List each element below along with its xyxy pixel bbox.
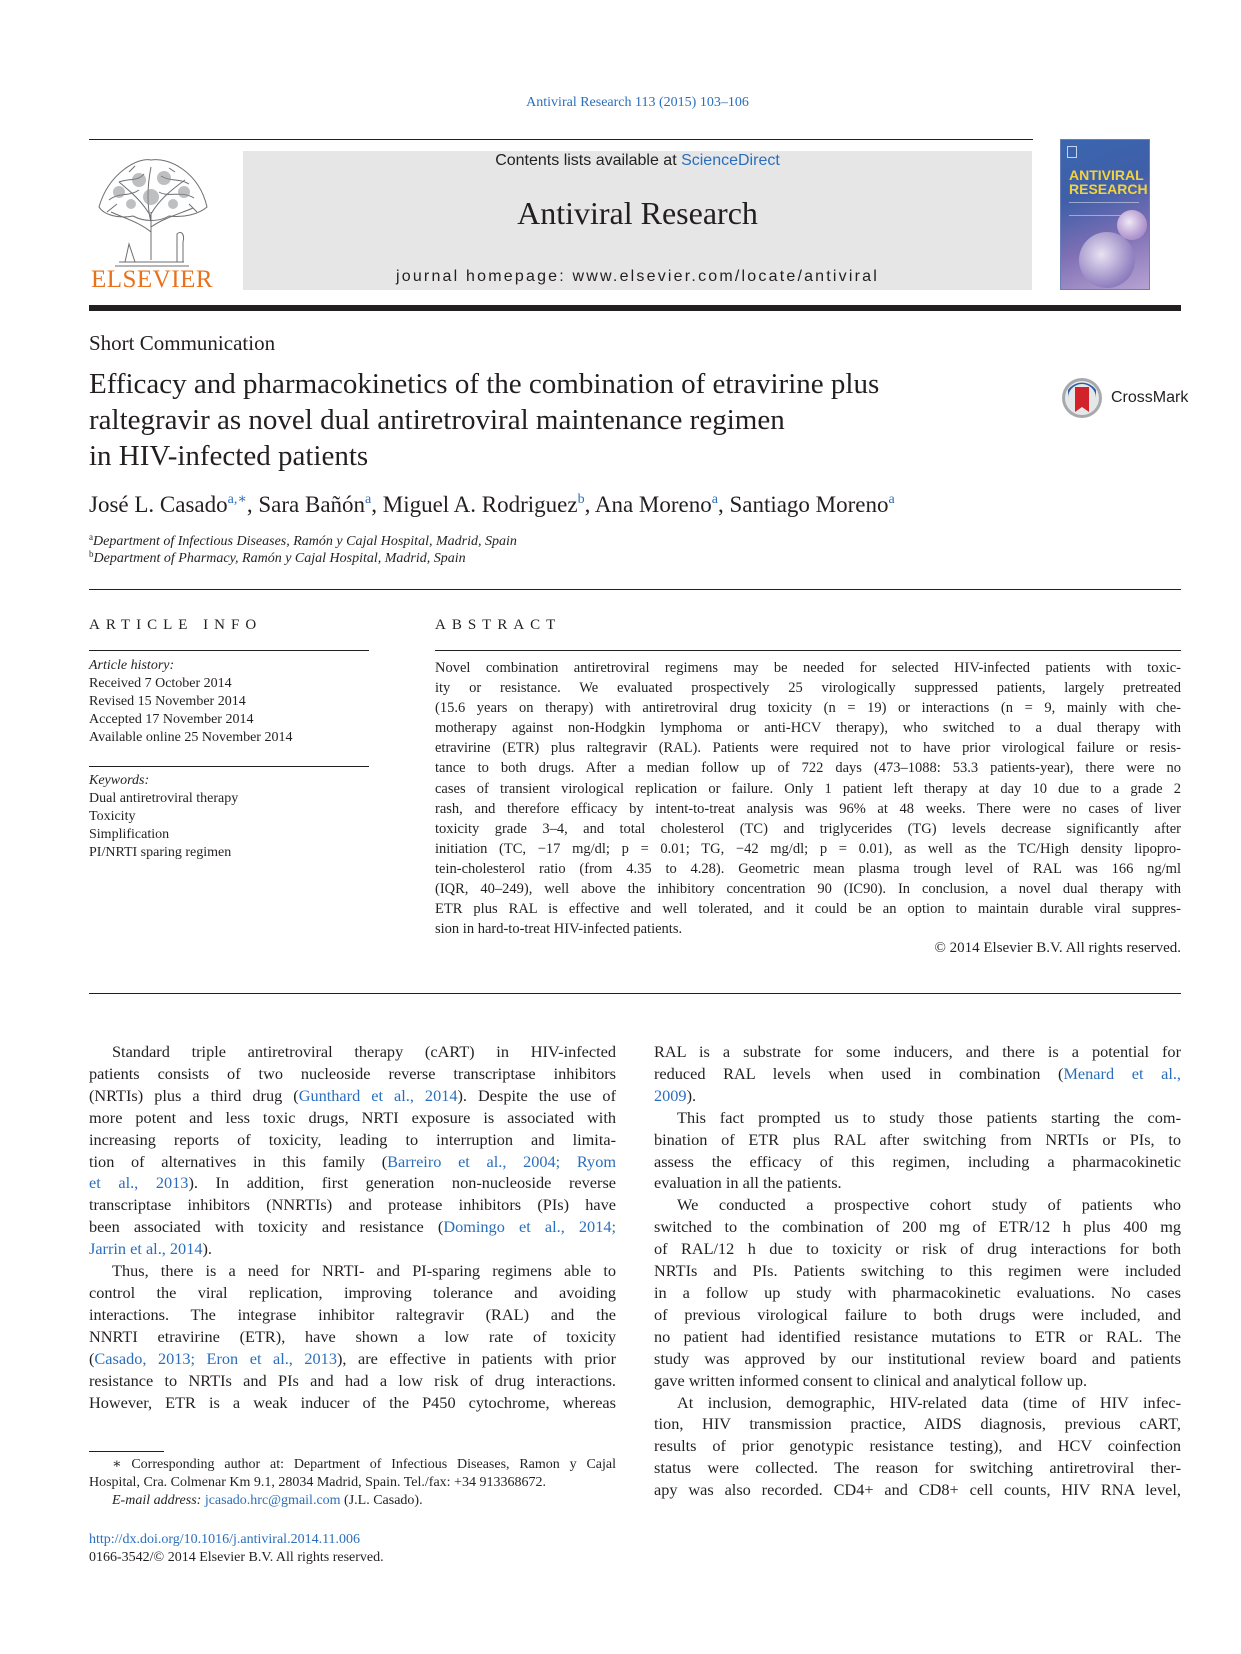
body-text-line xyxy=(654,1348,1181,1370)
affiliation-mark: a xyxy=(89,532,93,542)
body-text-line xyxy=(654,1129,1181,1151)
body-text-line xyxy=(654,1479,1181,1501)
title-line-2: raltegravir as novel dual antiretroviral maintenance regimen xyxy=(89,404,785,436)
abstract-line: rash, and therefore efficacy by intent-to-treat analysis was 96% at 48 weeks. There were no cases of liver xyxy=(435,800,1181,817)
body-text-line xyxy=(89,1107,616,1129)
keyword: PI/NRTI sparing regimen xyxy=(89,845,232,860)
abstract-line: (IQR, 40–249), well above the inhibitory concentration 90 (IC90). In conclusion, a novel dual therapy with xyxy=(435,881,1181,898)
body-text-line xyxy=(654,1370,1181,1392)
abstract-line: tance to both drugs. After a median follow up of 722 days (473–1088: 53.3 patients-year), there were no xyxy=(435,760,1181,777)
author-affiliation-mark[interactable]: a,∗ xyxy=(227,492,247,507)
body-text: of RAL/12 h due to toxicity or risk of drug interactions for both xyxy=(654,1239,1181,1259)
history-online: Available online 25 November 2014 xyxy=(89,730,293,745)
body-text-line xyxy=(89,1326,616,1348)
journal-cover-image xyxy=(1060,139,1150,290)
journal-citation[interactable]: Antiviral Research 113 (2015) 103–106 xyxy=(526,95,749,110)
article-history xyxy=(89,657,292,747)
citation-link[interactable]: et al., 2013 xyxy=(89,1173,189,1193)
citation-link[interactable]: Casado, 2013; Eron et al., 2013 xyxy=(94,1348,337,1368)
body-text: ). Despite the use of xyxy=(457,1085,616,1105)
journal-homepage[interactable]: journal homepage: www.elsevier.com/locate/antiviral xyxy=(395,268,880,285)
author-name[interactable]: Santiago Moreno xyxy=(729,492,889,517)
body-text-line xyxy=(654,1304,1181,1326)
body-text: apy was also recorded. CD4+ and CD8+ cell counts, HIV RNA level, xyxy=(654,1480,1181,1500)
abstract-line: ity or resistance. We evaluated prospectively 25 virologically suppressed patients, largely pretreated xyxy=(435,680,1181,697)
abstract-line: toxicity grade 3–4, and total cholesterol (TC) and triglycerides (TG) levels decrease significantly after xyxy=(435,820,1181,837)
body-text-line xyxy=(89,1238,616,1260)
body-text: resistance to NRTIs and PIs and had a low risk of drug interactions. xyxy=(89,1370,616,1390)
body-text: tion of alternatives in this family ( xyxy=(89,1151,388,1171)
affiliation-a xyxy=(89,534,517,550)
affiliation-b xyxy=(89,551,466,567)
author-list xyxy=(89,492,895,518)
title-line-3: in HIV-infected patients xyxy=(89,440,369,472)
author-name[interactable]: Ana Moreno xyxy=(594,492,712,517)
author-affiliation-mark[interactable]: a xyxy=(888,492,895,507)
body-text-line xyxy=(89,1172,616,1194)
affiliation-text: Department of Pharmacy, Ramón y Cajal Hospital, Madrid, Spain xyxy=(93,551,466,566)
citation-link[interactable]: Jarrin et al., 2014 xyxy=(89,1239,203,1259)
cover-elsevier-mark xyxy=(1067,146,1077,158)
body-text-line xyxy=(654,1194,1181,1216)
cover-title xyxy=(1069,168,1149,196)
body-text: interactions. The integrase inhibitor raltegravir (RAL) and the xyxy=(89,1304,616,1324)
email-after: (J.L. Casado). xyxy=(340,1493,423,1508)
citation-link[interactable]: Gunthard et al., 2014 xyxy=(298,1085,458,1105)
body-text: ). xyxy=(686,1085,697,1105)
body-text-line xyxy=(89,1194,616,1216)
body-text: NRTIs and PIs. Patients switching to this regimen were included xyxy=(654,1261,1181,1281)
cover-virus-large xyxy=(1079,232,1135,288)
body-text: gave written informed consent to clinical and analytical follow up. xyxy=(654,1370,1088,1390)
issn-copyright: 0166-3542/© 2014 Elsevier B.V. All rights reserved. xyxy=(89,1550,384,1565)
footnote-line: ∗ Corresponding author at: Department of Infectious Diseases, Ramon y Cajal xyxy=(112,1457,616,1472)
affiliation-text: Department of Infectious Diseases, Ramón y Cajal Hospital, Madrid, Spain xyxy=(93,534,517,549)
body-text-line xyxy=(89,1063,616,1085)
body-text: Thus, there is a need for NRTI- and PI-sparing regimens able to xyxy=(112,1261,616,1281)
cover-title-line-2: RESEARCH xyxy=(1069,181,1148,197)
affiliation-mark: b xyxy=(89,549,94,559)
body-text: bination of ETR plus RAL after switching from NRTIs or PIs, to xyxy=(654,1129,1181,1149)
article-info-rule xyxy=(89,650,369,651)
body-text-line xyxy=(89,1151,616,1173)
citation-link[interactable]: Barreiro et al., 2004; Ryom xyxy=(387,1151,616,1171)
keyword: Simplification xyxy=(89,827,170,842)
footnote-email-line xyxy=(89,1492,616,1510)
body-text: control the viral replication, improving tolerance and avoiding xyxy=(89,1282,616,1302)
abstract-copyright: © 2014 Elsevier B.V. All rights reserved. xyxy=(934,940,1181,956)
body-text: no patient had identified resistance mutations to ETR or RAL. The xyxy=(654,1326,1181,1346)
abstract-line: initiation (TC, −17 mg/dl; p = 0.01; TG, −42 mg/dl; p = 0.01), as well as the TC/High density lipopro- xyxy=(435,840,1181,857)
abstract-line: cases of transient virological replication or failure. Only 1 patient left therapy at day 10 due to a grade 2 xyxy=(435,780,1181,797)
article-info-heading: ARTICLE INFO xyxy=(89,617,263,633)
body-text-line xyxy=(654,1085,1181,1107)
author-separator: , xyxy=(371,492,383,517)
article-type: Short Communication xyxy=(89,331,276,355)
body-text: study was approved by our institutional review board and patients xyxy=(654,1348,1181,1368)
abstract-line: motherapy against non-Hodgkin lymphoma or anti-HCV therapy), who switched to a dual therapy with xyxy=(435,720,1181,737)
body-text-line xyxy=(654,1413,1181,1435)
contents-prefix: Contents lists available at xyxy=(495,152,682,169)
crossmark-label[interactable]: CrossMark xyxy=(1111,389,1189,406)
author-name[interactable]: José L. Casado xyxy=(89,492,228,517)
body-text-line xyxy=(654,1238,1181,1260)
title-line-1: Efficacy and pharmacokinetics of the combination of etravirine plus xyxy=(89,368,880,400)
body-text-line xyxy=(89,1370,616,1392)
sciencedirect-link[interactable]: ScienceDirect xyxy=(681,152,780,169)
body-text-line xyxy=(89,1041,616,1063)
body-text-line xyxy=(89,1260,616,1282)
body-text-line xyxy=(89,1129,616,1151)
body-text-line xyxy=(654,1435,1181,1457)
body-text: This fact prompted us to study those patients starting the com- xyxy=(677,1107,1181,1127)
body-text-line xyxy=(654,1063,1181,1085)
body-text: At inclusion, demographic, HIV-related data (time of HIV infec- xyxy=(677,1392,1181,1412)
body-text: switched to the combination of 200 mg of ETR/12 h plus 400 mg xyxy=(654,1217,1181,1237)
body-text-line xyxy=(654,1282,1181,1304)
body-text-line xyxy=(654,1260,1181,1282)
body-text: ). xyxy=(202,1239,212,1259)
footnote-line: Hospital, Cra. Colmenar Km 9.1, 28034 Madrid, Spain. Tel./fax: +34 913368672. xyxy=(89,1475,546,1490)
footnote-rule xyxy=(89,1451,164,1452)
abstract-line: (15.6 years on therapy) with antiretroviral drug toxicity (n = 19) or interactions (n = 9, mainly with che- xyxy=(435,700,1181,717)
body-text: We conducted a prospective cohort study of patients who xyxy=(677,1195,1181,1215)
body-text: NNRTI etravirine (ETR), have shown a low rate of toxicity xyxy=(89,1326,616,1346)
history-label: Article history: xyxy=(89,658,175,673)
author-name[interactable]: Sara Bañón xyxy=(258,492,366,517)
body-text: been associated with toxicity and resistance ( xyxy=(89,1217,444,1237)
body-column-left xyxy=(89,1041,616,1413)
body-text: Standard triple antiretroviral therapy (cART) in HIV-infected xyxy=(112,1042,616,1061)
body-text: transcriptase inhibitors (NNRTIs) and protease inhibitors (PIs) have xyxy=(89,1195,616,1215)
email-link[interactable]: jcasado.hrc@gmail.com xyxy=(204,1493,341,1508)
body-text: reduced RAL levels when used in combination ( xyxy=(654,1063,1064,1083)
body-text: in a follow up study with pharmacokinetic evaluations. No cases xyxy=(654,1282,1181,1302)
body-text-line xyxy=(89,1304,616,1326)
body-text: ). In addition, first generation non-nucleoside reverse xyxy=(188,1173,617,1193)
body-text-line xyxy=(654,1107,1181,1129)
citation-link[interactable]: Menard et al., xyxy=(1063,1063,1181,1083)
body-text-line xyxy=(654,1326,1181,1348)
abstract-line: etravirine (ETR) plus raltegravir (RAL). Patients were required not to have prior virological failure or resis- xyxy=(435,740,1181,757)
author-separator: , xyxy=(584,492,595,517)
body-text: assess the efficacy of this regimen, including a pharmacokinetic xyxy=(654,1151,1181,1171)
body-text-line xyxy=(654,1151,1181,1173)
body-text-line xyxy=(89,1392,616,1414)
author-affiliation-mark[interactable]: a xyxy=(365,492,372,507)
abstract-line: Novel combination antiretroviral regimens may be needed for selected HIV-infected patients with toxic- xyxy=(435,660,1181,676)
abstract-line: sion in hard-to-treat HIV-infected patients. xyxy=(435,921,683,938)
keywords xyxy=(89,772,238,862)
history-revised: Revised 15 November 2014 xyxy=(89,694,246,709)
body-text-line xyxy=(654,1457,1181,1479)
body-text-line xyxy=(654,1392,1181,1414)
abstract-text xyxy=(435,658,1181,939)
author-name[interactable]: Miguel A. Rodriguez xyxy=(382,492,578,517)
elsevier-wordmark: ELSEVIER xyxy=(90,266,214,293)
contents-line xyxy=(243,152,1032,170)
abstract-line: ETR plus RAL is effective and well tolerated, and it could be an option to maintain durable viral suppres- xyxy=(435,901,1181,918)
body-column-right xyxy=(654,1041,1181,1501)
abstract-line: tein-cholesterol ratio (from 4.35 to 4.28). Geometric mean plasma trough level of RAL was 166 ng/ml xyxy=(435,860,1181,877)
header-thick-rule xyxy=(89,305,1181,311)
history-received: Received 7 October 2014 xyxy=(89,676,232,691)
header-top-rule xyxy=(89,139,1033,140)
body-text: increasing reports of toxicity, leading to interruption and limita- xyxy=(89,1129,616,1149)
body-text: status were collected. The reason for switching antiretroviral ther- xyxy=(654,1458,1181,1478)
journal-title: Antiviral Research xyxy=(517,195,758,231)
keyword: Dual antiretroviral therapy xyxy=(89,791,239,806)
doi-link[interactable]: http://dx.doi.org/10.1016/j.antiviral.2014.11.006 xyxy=(89,1532,361,1547)
body-text-line xyxy=(654,1216,1181,1238)
corresponding-author-footnote xyxy=(89,1456,616,1510)
body-text: evaluation in all the patients. xyxy=(654,1173,842,1193)
keywords-label: Keywords: xyxy=(89,773,150,788)
body-text: more potent and less toxic drugs, NRTI exposure is associated with xyxy=(89,1107,616,1127)
email-label: E-mail address: xyxy=(112,1493,205,1508)
citation-link[interactable]: Domingo et al., 2014; xyxy=(443,1217,616,1237)
author-separator: , xyxy=(246,492,259,517)
paper-title xyxy=(89,366,1019,474)
body-text-line xyxy=(89,1348,616,1370)
cover-title-line-1: ANTIVIRAL xyxy=(1069,167,1144,183)
body-text-line xyxy=(654,1172,1181,1194)
body-text: results of prior genotypic resistance testing), and HCV coinfection xyxy=(654,1436,1181,1456)
author-affiliation-mark[interactable]: b xyxy=(577,492,585,507)
body-text: However, ETR is a weak inducer of the P450 cytochrome, whereas xyxy=(89,1392,616,1412)
body-text: ), are effective in patients with prior xyxy=(336,1348,616,1368)
body-text: patients consists of two nucleoside reverse transcriptase inhibitors xyxy=(89,1063,616,1083)
body-text: tion, HIV transmission practice, AIDS diagnosis, previous cART, xyxy=(654,1414,1181,1434)
author-affiliation-mark[interactable]: a xyxy=(711,492,718,507)
body-text: (NRTIs) plus a third drug ( xyxy=(89,1085,299,1105)
abstract-bottom-rule xyxy=(89,993,1181,994)
abstract-heading: ABSTRACT xyxy=(435,617,562,633)
body-text-line xyxy=(654,1041,1181,1063)
body-text-line xyxy=(89,1085,616,1107)
body-text: of previous virological failure to both drugs were included, and xyxy=(654,1304,1181,1324)
keywords-rule xyxy=(89,766,369,767)
body-text: RAL is a substrate for some inducers, and there is a potential for xyxy=(654,1042,1181,1061)
history-accepted: Accepted 17 November 2014 xyxy=(89,712,254,727)
author-separator: , xyxy=(717,492,730,517)
body-text-line xyxy=(89,1216,616,1238)
keyword: Toxicity xyxy=(89,809,136,824)
body-text-line xyxy=(89,1282,616,1304)
abstract-rule xyxy=(435,650,1181,651)
affiliation-rule xyxy=(89,589,1181,590)
body-text: ( xyxy=(89,1348,95,1368)
citation-link[interactable]: 2009 xyxy=(654,1085,687,1105)
